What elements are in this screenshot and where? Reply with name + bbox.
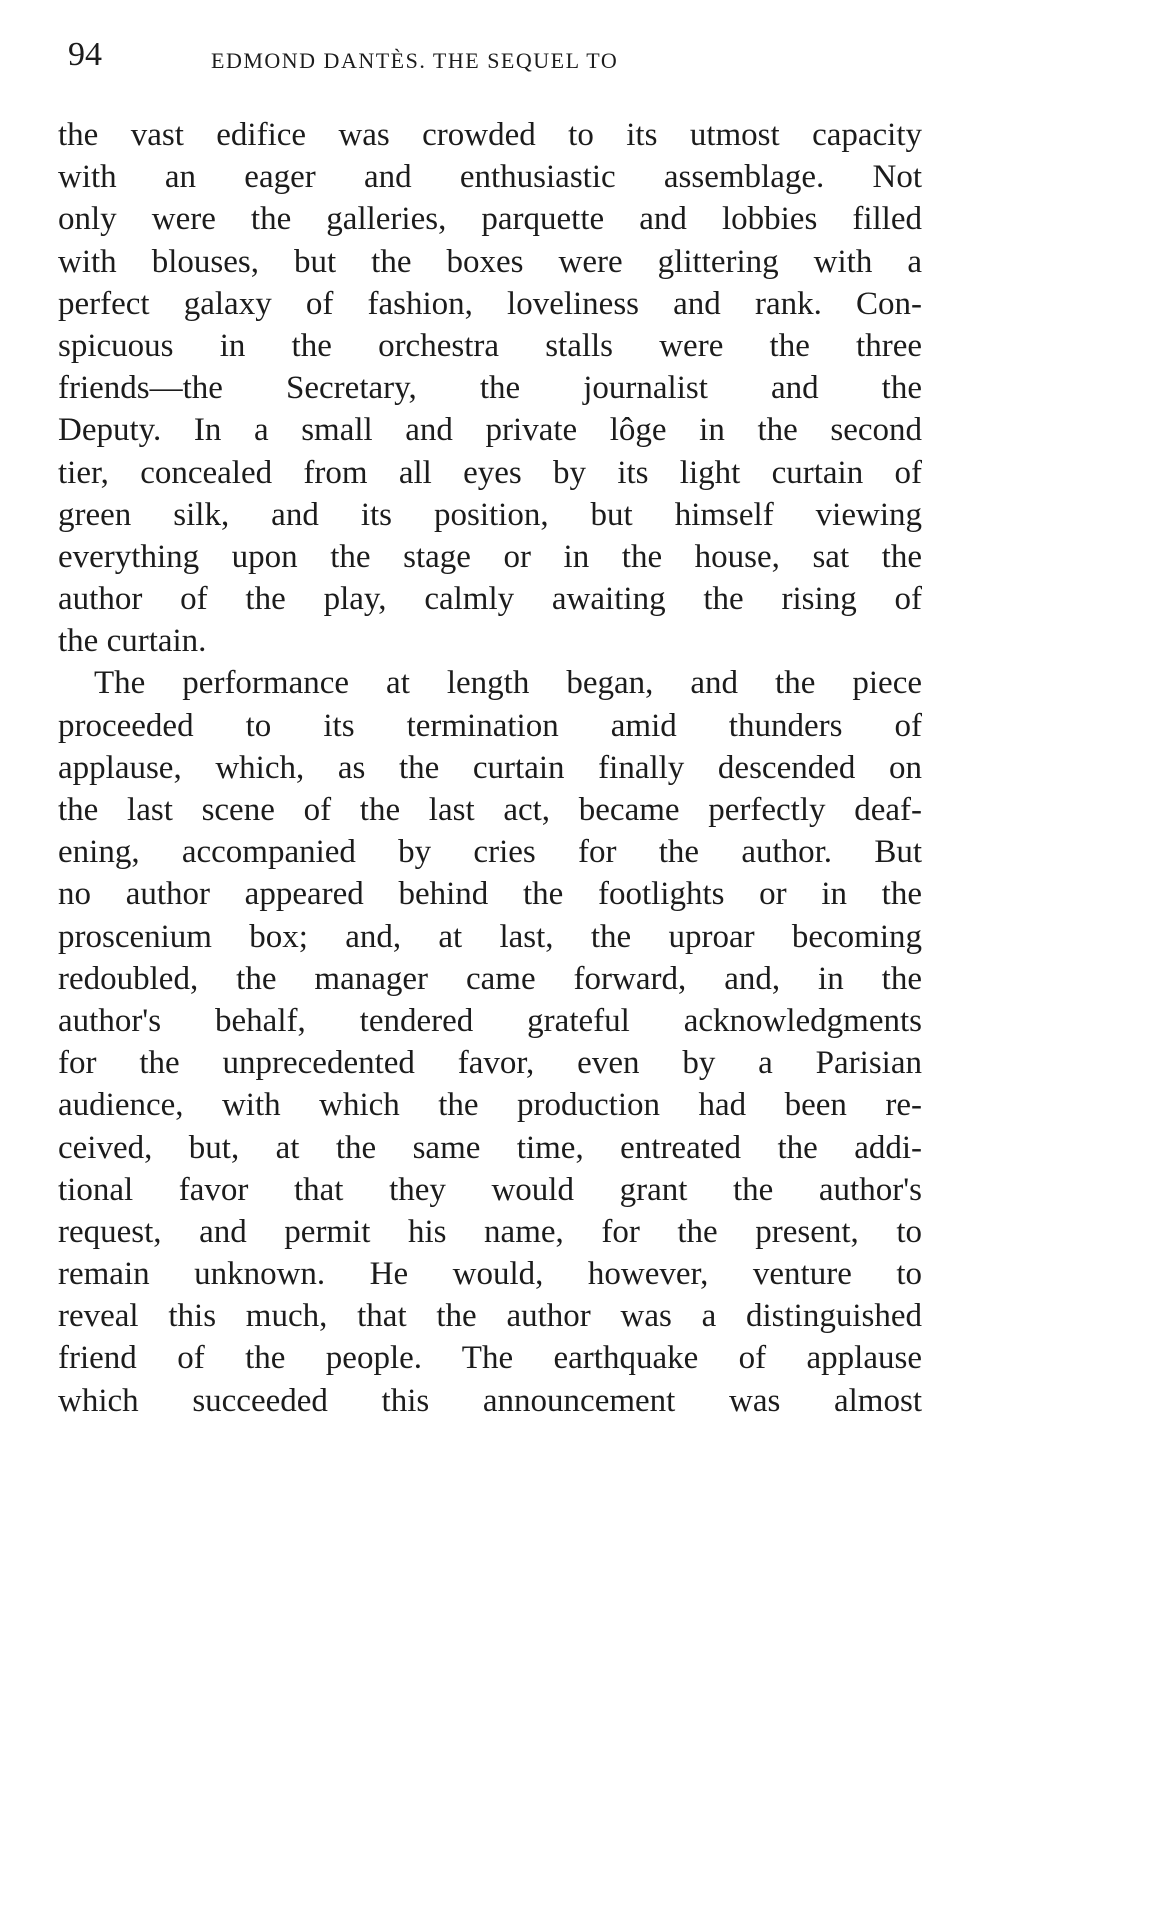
text-line: proceeded to its termination amid thunders of: [58, 707, 922, 744]
text-line: only were the galleries, parquette and lobbies filled: [58, 201, 922, 238]
running-head: [68, 30, 798, 80]
text-line: everything upon the stage or in the house, sat the: [58, 538, 922, 575]
text-line: which succeeded this announcement was almost: [58, 1382, 922, 1419]
text-line: ceived, but, at the same time, entreated the addi-: [58, 1129, 922, 1166]
text-line: reveal this much, that the author was a distinguished: [58, 1298, 922, 1335]
text-line: The performance at length began, and the piece: [94, 665, 922, 702]
text-line: ening, accompanied by cries for the author. But: [58, 834, 922, 871]
text-line: remain unknown. He would, however, venture to: [58, 1256, 922, 1293]
text-line: request, and permit his name, for the present, to: [58, 1213, 922, 1250]
text-line: Deputy. In a small and private lôge in the second: [58, 412, 922, 449]
text-line: author's behalf, tendered grateful acknowledgments: [58, 1002, 922, 1039]
text-line: applause, which, as the curtain finally descended on: [58, 749, 922, 786]
text-line: the curtain.: [58, 623, 207, 660]
text-line: author of the play, calmly awaiting the rising of: [58, 581, 922, 618]
paragraph-1: [58, 114, 922, 662]
text-line: perfect galaxy of fashion, loveliness and rank. Con-: [58, 285, 922, 322]
text-line: no author appeared behind the footlights or in the: [58, 876, 922, 913]
text-line: friend of the people. The earthquake of applause: [58, 1340, 922, 1377]
text-line: proscenium box; and, at last, the uproar becoming: [58, 918, 922, 955]
text-line: the vast edifice was crowded to its utmost capacity: [58, 117, 922, 153]
text-line: friends—the Secretary, the journalist and the: [58, 370, 922, 407]
text-line: with blouses, but the boxes were glittering with a: [58, 243, 922, 280]
text-line: audience, with which the production had been re-: [58, 1087, 922, 1124]
body-text: [58, 114, 922, 1422]
text-line: spicuous in the orchestra stalls were the three: [58, 327, 922, 364]
text-line: the last scene of the last act, became perfectly deaf-: [58, 792, 922, 828]
paragraph-2: [58, 662, 922, 1421]
text-line: green silk, and its position, but himself viewing: [58, 496, 922, 533]
text-line: tional favor that they would grant the author's: [58, 1171, 922, 1208]
running-title: EDMOND DANTÈS. THE SEQUEL TO: [211, 48, 619, 73]
text-line: tier, concealed from all eyes by its light curtain of: [58, 454, 922, 491]
text-line: with an eager and enthusiastic assemblage. Not: [58, 159, 922, 196]
text-line: redoubled, the manager came forward, and, in the: [58, 960, 922, 997]
text-line: for the unprecedented favor, even by a Parisian: [58, 1045, 922, 1082]
page-number: 94: [68, 36, 102, 73]
